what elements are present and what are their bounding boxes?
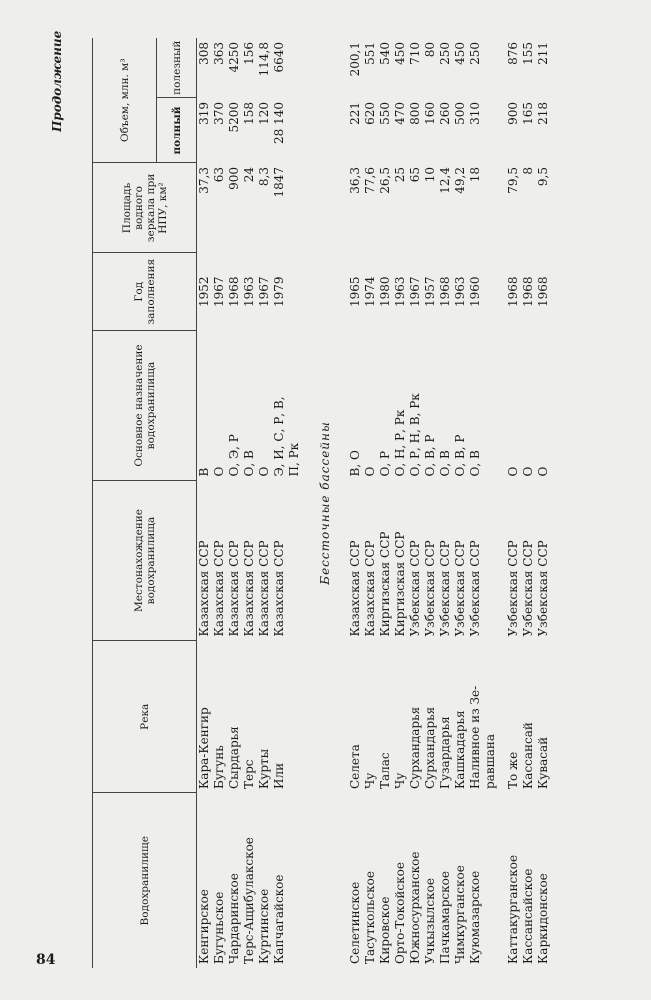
page-number: 84 <box>36 952 56 968</box>
cell-reservoir <box>483 793 498 968</box>
cell-river: То же <box>506 751 520 789</box>
cell-reservoir: Терс-Ащибулакское <box>242 837 256 964</box>
cell-volume-useful: 308 <box>197 42 211 65</box>
cell-area: 49,2 <box>453 167 467 194</box>
cell-area: 77,6 <box>363 167 377 194</box>
cell-volume-useful: 114,8 <box>257 42 271 77</box>
cell-reservoir: Пачкамарское <box>438 871 452 964</box>
cell-year: 1968 <box>521 276 535 308</box>
cell-area: 1847 <box>272 167 286 198</box>
cell-volume-full: 319 <box>197 102 211 125</box>
cell-location: Узбекская ССР <box>536 540 550 637</box>
cell-location <box>287 481 302 641</box>
cell-reservoir: Каттакурганское <box>506 854 520 964</box>
cell-area <box>287 163 302 253</box>
cell-purpose: О, В <box>468 450 482 477</box>
cell-purpose: П, Рк <box>287 442 301 477</box>
table-row <box>536 38 551 968</box>
cell-year: 1980 <box>378 276 392 308</box>
cell-area: 25 <box>393 167 407 183</box>
cell-volume-useful: 450 <box>393 42 407 65</box>
cell-volume-useful: 363 <box>212 42 226 65</box>
cell-year: 1967 <box>212 276 226 308</box>
cell-volume-full: 221 <box>348 102 362 125</box>
cell-volume-full: 550 <box>378 102 392 125</box>
cell-location: Узбекская ССР <box>408 540 422 637</box>
cell-reservoir: Чардаринское <box>227 873 241 964</box>
table-row <box>483 38 498 968</box>
cell-volume-full: 260 <box>438 102 452 125</box>
cell-area: 8 <box>521 167 535 175</box>
table-row <box>468 38 483 968</box>
cell-river: Гузардарья <box>438 716 452 789</box>
table-row <box>242 38 257 968</box>
cell-river: Талас <box>378 752 392 789</box>
header-river: Река <box>93 641 197 794</box>
cell-river: Чу <box>393 772 407 789</box>
cell-purpose: В, О <box>348 450 362 477</box>
cell-location: Узбекская ССР <box>506 540 520 637</box>
cell-volume-full: 160 <box>423 102 437 125</box>
table-row <box>348 38 363 968</box>
table-row <box>212 38 227 968</box>
cell-year: 1963 <box>242 276 256 308</box>
table-row <box>521 38 536 968</box>
cell-year <box>483 253 498 331</box>
cell-river: Наливное из Зе- <box>468 685 482 789</box>
table-row <box>506 38 521 968</box>
cell-location: Узбекская ССР <box>468 540 482 637</box>
cell-location: Казахская ССР <box>197 540 211 637</box>
cell-river: Чу <box>363 772 377 789</box>
cell-volume-useful: 876 <box>506 42 520 65</box>
cell-purpose: О, В, Р <box>453 434 467 477</box>
header-volume-useful: полезный <box>157 38 197 98</box>
spacer-cell <box>498 38 506 968</box>
cell-reservoir <box>287 793 302 968</box>
cell-purpose: О <box>536 466 550 477</box>
cell-volume-full: 218 <box>536 102 550 125</box>
cell-volume-full: 500 <box>453 102 467 125</box>
header-purpose: Основное назначение водохранилища <box>93 331 197 481</box>
cell-reservoir: Орто-Токойское <box>393 862 407 964</box>
cell-location: Казахская ССР <box>272 540 286 637</box>
cell-location: Казахская ССР <box>348 540 362 637</box>
cell-reservoir: Селетинское <box>348 881 362 964</box>
cell-reservoir: Каркидонское <box>536 873 550 964</box>
spacer-block <box>498 38 506 968</box>
cell-purpose <box>483 331 498 481</box>
cell-volume-full: 900 <box>506 102 520 125</box>
header-location: Местонахождение водохранилища <box>93 481 197 641</box>
cell-location: Узбекская ССР <box>521 540 535 637</box>
cell-river <box>287 641 302 794</box>
cell-volume-useful: 80 <box>423 42 437 58</box>
cell-river: Терс <box>242 759 256 789</box>
table-row <box>378 38 393 968</box>
cell-area: 63 <box>212 167 226 183</box>
cell-volume-full: 310 <box>468 102 482 125</box>
spacer-row <box>498 38 506 968</box>
table-row <box>257 38 272 968</box>
cell-purpose: О <box>521 466 535 477</box>
cell-volume-full: 158 <box>242 102 256 125</box>
cell-area: 12,4 <box>438 167 452 194</box>
cell-reservoir: Кассансайское <box>521 868 535 964</box>
cell-purpose: О, Р <box>378 450 392 477</box>
rotated-page-content <box>32 30 632 968</box>
cell-location: Узбекская ССР <box>423 540 437 637</box>
header-area: Площадь водного зеркала при НПУ, км² <box>93 163 197 253</box>
cell-year: 1963 <box>453 276 467 308</box>
cell-river: Курты <box>257 748 271 789</box>
cell-year: 1960 <box>468 276 482 308</box>
cell-year: 1968 <box>536 276 550 308</box>
cell-year: 1974 <box>363 276 377 308</box>
cell-volume-useful: 551 <box>363 42 377 65</box>
cell-purpose: О <box>506 466 520 477</box>
table-body-group-2 <box>348 38 498 968</box>
cell-volume-useful: 6640 <box>272 42 286 73</box>
section-row <box>302 38 348 968</box>
cell-volume-useful: 710 <box>408 42 422 65</box>
cell-area: 24 <box>242 167 256 183</box>
cell-purpose: В <box>197 467 211 477</box>
cell-volume-full: 165 <box>521 102 535 125</box>
cell-location: Узбекская ССР <box>453 540 467 637</box>
header-year: Год заполнения <box>93 253 197 331</box>
cell-volume-full: 620 <box>363 102 377 125</box>
cell-volume-full: 800 <box>408 102 422 125</box>
cell-volume-full: 470 <box>393 102 407 125</box>
cell-area: 26,5 <box>378 167 392 194</box>
cell-area: 36,3 <box>348 167 362 194</box>
table-body-group-1 <box>197 38 303 968</box>
header-reservoir: Водохранилище <box>93 793 197 968</box>
table-row <box>197 38 213 968</box>
cell-volume-useful: 211 <box>536 42 550 65</box>
cell-year: 1952 <box>197 276 211 308</box>
cell-volume-full: 120 <box>257 102 271 125</box>
cell-volume-useful: 155 <box>521 42 535 65</box>
cell-year: 1968 <box>506 276 520 308</box>
cell-reservoir: Бугуньское <box>212 891 226 964</box>
cell-year <box>287 253 302 331</box>
cell-purpose: О, В <box>438 450 452 477</box>
cell-location: Киргизская ССР <box>393 531 407 637</box>
cell-reservoir: Капчагайское <box>272 874 286 964</box>
cell-river: Кассансай <box>521 722 535 789</box>
cell-area: 9,5 <box>536 167 550 187</box>
cell-area: 79,5 <box>506 167 520 194</box>
cell-reservoir: Куюмазарское <box>468 870 482 964</box>
table-row <box>408 38 423 968</box>
cell-volume-full: 28 140 <box>272 102 286 144</box>
cell-volume-useful: 540 <box>378 42 392 65</box>
table-header <box>93 38 197 968</box>
cell-volume-useful: 250 <box>468 42 482 65</box>
cell-purpose: О, В, Р <box>423 434 437 477</box>
cell-volume-full <box>483 98 498 163</box>
cell-reservoir: Кировское <box>378 896 392 964</box>
cell-location <box>483 481 498 641</box>
cell-year: 1965 <box>348 276 362 308</box>
continuation-label: Продолжение <box>50 30 64 132</box>
cell-reservoir: Кенгирское <box>197 889 211 964</box>
cell-purpose: Э, И, С, Р, В, <box>272 396 286 477</box>
cell-area: 10 <box>423 167 437 183</box>
cell-river: Кувасай <box>536 736 550 789</box>
cell-reservoir: Куртинское <box>257 888 271 964</box>
cell-purpose: О <box>257 466 271 477</box>
cell-year: 1968 <box>438 276 452 308</box>
cell-river: Кара-Кенгир <box>197 707 211 789</box>
cell-location: Казахская ССР <box>257 540 271 637</box>
cell-year: 1968 <box>227 276 241 308</box>
table-row <box>453 38 468 968</box>
cell-area: 18 <box>468 167 482 183</box>
cell-purpose: О <box>212 466 226 477</box>
table-row <box>363 38 378 968</box>
cell-area <box>483 163 498 253</box>
cell-volume-useful: 156 <box>242 42 256 65</box>
cell-reservoir: Чимкурганское <box>453 865 467 964</box>
cell-location: Узбекская ССР <box>438 540 452 637</box>
cell-year: 1979 <box>272 276 286 308</box>
cell-river: равшана <box>483 733 497 789</box>
cell-location: Казахская ССР <box>212 540 226 637</box>
cell-volume-useful: 250 <box>438 42 452 65</box>
cell-area: 37,3 <box>197 167 211 194</box>
cell-reservoir: Южносурханское <box>408 851 422 964</box>
cell-river: Или <box>272 762 286 789</box>
cell-purpose: О, Р, Н, В, Рк <box>408 393 422 477</box>
cell-location: Казахская ССР <box>227 540 241 637</box>
cell-volume-full: 5200 <box>227 102 241 133</box>
cell-volume-useful: 200,1 <box>348 42 362 77</box>
cell-river: Сырдарья <box>227 726 241 789</box>
cell-volume-full <box>287 98 302 163</box>
table-row <box>287 38 302 968</box>
table-row <box>393 38 408 968</box>
cell-volume-useful <box>287 38 302 98</box>
table-row <box>227 38 242 968</box>
cell-year: 1967 <box>257 276 271 308</box>
cell-volume-useful: 4250 <box>227 42 241 73</box>
cell-purpose: О, Н, Р, Рк <box>393 409 407 477</box>
cell-volume-useful: 450 <box>453 42 467 65</box>
cell-location: Казахская ССР <box>242 540 256 637</box>
cell-reservoir: Тасуткольское <box>363 870 377 964</box>
table-row <box>272 38 287 968</box>
section-title: Бессточные бассейны <box>317 421 332 585</box>
cell-area: 900 <box>227 167 241 190</box>
table-row <box>423 38 438 968</box>
header-volume: Объем, млн. м³ <box>93 38 157 163</box>
reservoir-table <box>92 38 551 968</box>
cell-area: 65 <box>408 167 422 183</box>
cell-location: Казахская ССР <box>363 540 377 637</box>
cell-year: 1963 <box>393 276 407 308</box>
cell-location: Киргизская ССР <box>378 531 392 637</box>
cell-area: 8,3 <box>257 167 271 187</box>
section-block <box>302 38 348 968</box>
cell-river: Селета <box>348 744 362 789</box>
cell-river: Бугунь <box>212 745 226 789</box>
cell-volume-full: 370 <box>212 102 226 125</box>
header-volume-full: полный <box>157 98 197 163</box>
cell-year: 1957 <box>423 276 437 308</box>
cell-purpose: О <box>363 466 377 477</box>
cell-river: Сурхандарья <box>423 706 437 789</box>
cell-year: 1967 <box>408 276 422 308</box>
cell-river: Кашкадарья <box>453 710 467 789</box>
cell-river: Сурхандарья <box>408 706 422 789</box>
table-body-group-3 <box>506 38 551 968</box>
cell-reservoir: Учкызылское <box>423 878 437 964</box>
table-row <box>438 38 453 968</box>
cell-volume-useful <box>483 38 498 98</box>
cell-purpose: О, В <box>242 450 256 477</box>
cell-purpose: О, Э, Р <box>227 434 241 477</box>
